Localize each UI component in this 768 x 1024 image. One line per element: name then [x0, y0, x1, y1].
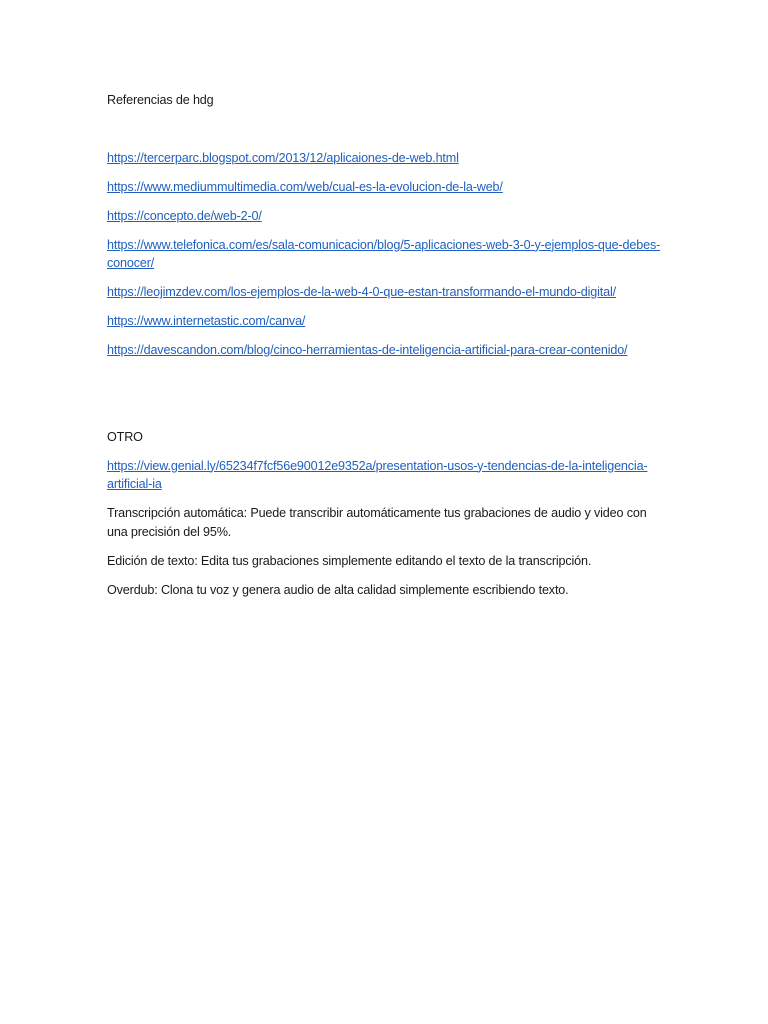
reference-link-4[interactable]: https://www.telefonica.com/es/sala-comunicacion/blog/5-aplicaciones-web-3-0-y-ejemplos-que-debes-conocer/ [107, 237, 661, 270]
list-item [107, 207, 667, 226]
reference-link-2[interactable]: https://www.mediummultimedia.com/web/cual-es-la-evolucion-de-la-web/ [107, 179, 503, 194]
body-paragraph-3: Overdub: Clona tu voz y genera audio de alta calidad simplemente escribiendo texto. [107, 582, 569, 597]
list-item [107, 457, 667, 494]
body-paragraph-1: Transcripción automática: Puede transcribir automáticamente tus grabaciones de audio y video con una precisión del 95%. [107, 506, 647, 539]
section-title: OTRO [107, 430, 143, 444]
list-item [107, 178, 667, 197]
document-heading: Referencias de hdg [107, 93, 214, 107]
reference-link-3[interactable]: https://concepto.de/web-2-0/ [107, 208, 262, 223]
document-content [107, 91, 667, 610]
list-item [107, 312, 667, 331]
list-item [107, 149, 667, 168]
reference-links-list [107, 149, 667, 360]
list-item [107, 283, 667, 302]
reference-link-6[interactable]: https://www.internetastic.com/canva/ [107, 314, 306, 328]
section-link[interactable]: https://view.genial.ly/65234f7fcf56e90012e9352a/presentation-usos-y-tendencias-de-la-inteligencia-artificial-ia [107, 458, 648, 491]
section-body [107, 457, 667, 600]
body-paragraph-2: Edición de texto: Edita tus grabaciones simplemente editando el texto de la transcripción. [107, 553, 592, 568]
reference-link-1[interactable]: https://tercerparc.blogspot.com/2013/12/aplicaiones-de-web.html [107, 150, 459, 165]
blank-space [107, 370, 667, 428]
reference-link-7[interactable]: https://davescandon.com/blog/cinco-herramientas-de-inteligencia-artificial-para-crear-contenido/ [107, 343, 628, 357]
reference-link-5[interactable]: https://leojimzdev.com/los-ejemplos-de-la-web-4-0-que-estan-transformando-el-mundo-digital/ [107, 285, 616, 299]
list-item [107, 341, 667, 360]
list-item [107, 236, 667, 273]
